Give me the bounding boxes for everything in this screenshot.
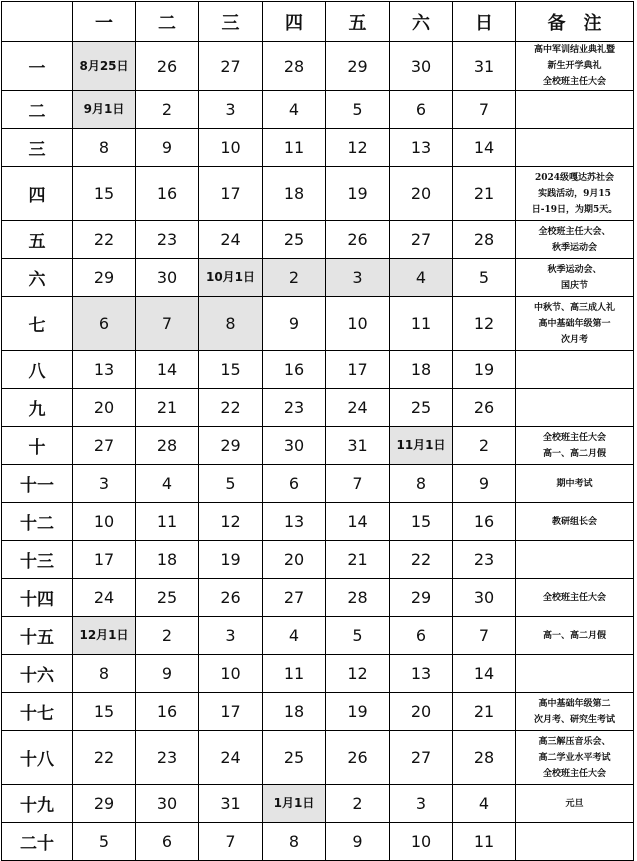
remark-cell	[516, 579, 634, 617]
day-cell: 9	[136, 655, 199, 693]
day-cell: 3	[73, 465, 136, 503]
day-cell: 17	[73, 541, 136, 579]
remark-cell	[516, 389, 634, 427]
week-row	[2, 91, 634, 129]
day-cell: 5	[453, 259, 516, 297]
remark-line: 新生开学典礼	[547, 61, 602, 71]
day-cell: 2	[263, 259, 326, 297]
day-cell: 20	[390, 167, 453, 221]
day-cell: 8	[199, 297, 263, 351]
day-cell: 9	[136, 129, 199, 167]
header-row	[2, 2, 634, 42]
weekday-tuesday: 二	[136, 2, 199, 42]
weekday-wednesday: 三	[199, 2, 263, 42]
week-row	[2, 259, 634, 297]
day-cell: 28	[263, 42, 326, 91]
remark-cell	[516, 693, 634, 731]
week-row	[2, 823, 634, 861]
day-cell: 11	[263, 655, 326, 693]
day-cell: 21	[453, 167, 516, 221]
day-cell: 31	[453, 42, 516, 91]
day-cell: 19	[453, 351, 516, 389]
week-row	[2, 167, 634, 221]
day-cell: 5	[326, 91, 390, 129]
week-row	[2, 693, 634, 731]
week-number: 二十	[2, 823, 73, 861]
day-cell: 6	[73, 297, 136, 351]
corner-cell	[2, 2, 73, 42]
remark-cell	[516, 465, 634, 503]
remark-line: 高中基础年级第二	[538, 698, 611, 709]
day-cell: 29	[326, 42, 390, 91]
day-cell: 27	[73, 427, 136, 465]
day-cell: 4	[263, 91, 326, 129]
day-cell: 26	[199, 579, 263, 617]
day-cell: 29	[73, 259, 136, 297]
remark-cell	[516, 351, 634, 389]
day-cell: 28	[453, 221, 516, 259]
remark-line: 全校班主任大会、	[538, 226, 611, 237]
day-cell: 20	[73, 389, 136, 427]
day-cell: 12月1日	[73, 617, 136, 655]
week-row	[2, 465, 634, 503]
day-cell: 23	[136, 221, 199, 259]
day-cell: 11	[390, 297, 453, 351]
day-cell: 16	[136, 167, 199, 221]
day-cell: 28	[326, 579, 390, 617]
day-cell: 6	[390, 617, 453, 655]
remark-line: 中秋节、高三成人礼	[533, 302, 615, 313]
day-cell: 23	[453, 541, 516, 579]
school-calendar-table	[1, 1, 634, 861]
remark-cell	[516, 503, 634, 541]
day-cell: 19	[199, 541, 263, 579]
day-cell: 27	[390, 221, 453, 259]
day-cell: 2	[136, 91, 199, 129]
day-cell: 10	[199, 655, 263, 693]
day-cell: 5	[73, 823, 136, 861]
day-cell: 30	[136, 259, 199, 297]
day-cell: 2	[136, 617, 199, 655]
day-cell: 11	[453, 823, 516, 861]
remark-cell	[516, 221, 634, 259]
day-cell: 18	[263, 167, 326, 221]
day-cell: 5	[326, 617, 390, 655]
day-cell: 17	[199, 693, 263, 731]
week-row	[2, 579, 634, 617]
day-cell: 4	[453, 785, 516, 823]
day-cell: 31	[199, 785, 263, 823]
day-cell: 29	[73, 785, 136, 823]
day-cell: 13	[390, 655, 453, 693]
day-cell: 17	[326, 351, 390, 389]
day-cell: 25	[136, 579, 199, 617]
day-cell: 27	[390, 731, 453, 785]
week-row	[2, 42, 634, 91]
remark-cell	[516, 129, 634, 167]
day-cell: 5	[199, 465, 263, 503]
weekday-sunday: 日	[453, 2, 516, 42]
week-number: 十四	[2, 579, 73, 617]
day-cell: 26	[453, 389, 516, 427]
day-cell: 23	[263, 389, 326, 427]
remark-line: 全校班主任大会	[542, 77, 606, 87]
remark-cell	[516, 167, 634, 221]
remark-line: 高二学业水平考试	[538, 752, 611, 763]
remark-line: 教研组长会	[551, 516, 597, 527]
day-cell: 8	[73, 655, 136, 693]
weekday-thursday: 四	[263, 2, 326, 42]
week-row	[2, 731, 634, 785]
day-cell: 10	[390, 823, 453, 861]
day-cell: 2	[453, 427, 516, 465]
week-row	[2, 617, 634, 655]
day-cell: 22	[390, 541, 453, 579]
day-cell: 3	[199, 91, 263, 129]
day-cell: 15	[390, 503, 453, 541]
week-number: 十三	[2, 541, 73, 579]
remark-cell	[516, 785, 634, 823]
day-cell: 14	[453, 655, 516, 693]
day-cell: 10月1日	[199, 259, 263, 297]
day-cell: 6	[136, 823, 199, 861]
day-cell: 12	[326, 129, 390, 167]
remark-cell	[516, 541, 634, 579]
week-row	[2, 427, 634, 465]
day-cell: 16	[136, 693, 199, 731]
day-cell: 24	[199, 221, 263, 259]
week-row	[2, 351, 634, 389]
day-cell: 13	[390, 129, 453, 167]
day-cell: 28	[136, 427, 199, 465]
week-number: 十七	[2, 693, 73, 731]
day-cell: 14	[326, 503, 390, 541]
remarks-header: 备 注	[516, 2, 634, 42]
remark-line: 次月考、研究生考试	[533, 714, 615, 725]
day-cell: 8月25日	[73, 42, 136, 91]
day-cell: 6	[263, 465, 326, 503]
remark-cell	[516, 617, 634, 655]
day-cell: 29	[390, 579, 453, 617]
remark-cell	[516, 427, 634, 465]
day-cell: 18	[136, 541, 199, 579]
week-number: 四	[2, 167, 73, 221]
day-cell: 22	[73, 731, 136, 785]
day-cell: 16	[453, 503, 516, 541]
day-cell: 9月1日	[73, 91, 136, 129]
week-number: 七	[2, 297, 73, 351]
day-cell: 4	[390, 259, 453, 297]
week-number: 十一	[2, 465, 73, 503]
day-cell: 16	[263, 351, 326, 389]
day-cell: 10	[199, 129, 263, 167]
day-cell: 15	[199, 351, 263, 389]
day-cell: 21	[453, 693, 516, 731]
day-cell: 14	[136, 351, 199, 389]
day-cell: 4	[136, 465, 199, 503]
week-row	[2, 221, 634, 259]
day-cell: 19	[326, 693, 390, 731]
day-cell: 12	[453, 297, 516, 351]
remark-line: 高中军训结业典礼暨	[533, 45, 615, 55]
week-number: 十九	[2, 785, 73, 823]
day-cell: 26	[136, 42, 199, 91]
week-number: 八	[2, 351, 73, 389]
week-row	[2, 785, 634, 823]
day-cell: 17	[199, 167, 263, 221]
day-cell: 23	[136, 731, 199, 785]
week-number: 十六	[2, 655, 73, 693]
weekday-monday: 一	[73, 2, 136, 42]
day-cell: 20	[263, 541, 326, 579]
week-number: 十八	[2, 731, 73, 785]
week-row	[2, 655, 634, 693]
day-cell: 3	[390, 785, 453, 823]
day-cell: 27	[263, 579, 326, 617]
day-cell: 9	[453, 465, 516, 503]
day-cell: 22	[73, 221, 136, 259]
day-cell: 9	[326, 823, 390, 861]
remark-line: 实践活动，9月15	[538, 188, 611, 199]
remark-line: 期中考试	[556, 478, 593, 489]
day-cell: 31	[326, 427, 390, 465]
week-number: 九	[2, 389, 73, 427]
day-cell: 24	[326, 389, 390, 427]
day-cell: 30	[453, 579, 516, 617]
day-cell: 2	[326, 785, 390, 823]
remark-line: 高一、高二月假	[542, 448, 606, 459]
day-cell: 11月1日	[390, 427, 453, 465]
remark-cell	[516, 259, 634, 297]
day-cell: 8	[73, 129, 136, 167]
day-cell: 6	[390, 91, 453, 129]
day-cell: 4	[263, 617, 326, 655]
day-cell: 21	[326, 541, 390, 579]
remark-line: 国庆节	[560, 280, 588, 291]
week-row	[2, 129, 634, 167]
week-number: 三	[2, 129, 73, 167]
day-cell: 20	[390, 693, 453, 731]
remark-line: 2024级嘎达苏社会	[534, 172, 615, 183]
week-row	[2, 297, 634, 351]
week-number: 一	[2, 42, 73, 91]
day-cell: 24	[199, 731, 263, 785]
day-cell: 3	[199, 617, 263, 655]
day-cell: 7	[453, 91, 516, 129]
day-cell: 10	[73, 503, 136, 541]
day-cell: 1月1日	[263, 785, 326, 823]
remark-line: 元旦	[565, 798, 584, 809]
week-row	[2, 541, 634, 579]
day-cell: 18	[263, 693, 326, 731]
week-number: 五	[2, 221, 73, 259]
remark-cell	[516, 655, 634, 693]
day-cell: 10	[326, 297, 390, 351]
day-cell: 15	[73, 167, 136, 221]
day-cell: 22	[199, 389, 263, 427]
day-cell: 18	[390, 351, 453, 389]
remark-line: 全校班主任大会	[542, 592, 606, 603]
day-cell: 15	[73, 693, 136, 731]
remark-line: 全校班主任大会	[542, 432, 606, 443]
day-cell: 7	[199, 823, 263, 861]
remark-cell	[516, 297, 634, 351]
day-cell: 12	[326, 655, 390, 693]
day-cell: 3	[326, 259, 390, 297]
week-number: 十	[2, 427, 73, 465]
day-cell: 25	[263, 731, 326, 785]
day-cell: 11	[263, 129, 326, 167]
day-cell: 9	[263, 297, 326, 351]
day-cell: 25	[390, 389, 453, 427]
week-row	[2, 389, 634, 427]
remark-cell	[516, 42, 634, 91]
day-cell: 30	[136, 785, 199, 823]
day-cell: 8	[390, 465, 453, 503]
week-row	[2, 503, 634, 541]
week-number: 十五	[2, 617, 73, 655]
remark-line: 日-19日，为期5天。	[531, 204, 618, 215]
week-number: 六	[2, 259, 73, 297]
remark-line: 秋季运动会	[551, 242, 597, 253]
day-cell: 13	[263, 503, 326, 541]
day-cell: 14	[453, 129, 516, 167]
remark-line: 高一、高二月假	[542, 630, 606, 641]
remark-line: 高中基础年级第一	[538, 318, 611, 329]
day-cell: 7	[136, 297, 199, 351]
day-cell: 21	[136, 389, 199, 427]
day-cell: 26	[326, 731, 390, 785]
day-cell: 30	[263, 427, 326, 465]
weekday-saturday: 六	[390, 2, 453, 42]
day-cell: 19	[326, 167, 390, 221]
weekday-friday: 五	[326, 2, 390, 42]
remark-cell	[516, 731, 634, 785]
day-cell: 26	[326, 221, 390, 259]
day-cell: 13	[73, 351, 136, 389]
remark-line: 全校班主任大会	[542, 768, 606, 779]
day-cell: 24	[73, 579, 136, 617]
day-cell: 25	[263, 221, 326, 259]
day-cell: 27	[199, 42, 263, 91]
day-cell: 11	[136, 503, 199, 541]
day-cell: 29	[199, 427, 263, 465]
day-cell: 7	[453, 617, 516, 655]
day-cell: 28	[453, 731, 516, 785]
remark-line: 秋季运动会、	[547, 264, 602, 275]
week-number: 十二	[2, 503, 73, 541]
remark-line: 次月考	[560, 334, 588, 345]
remark-line: 高三解压音乐会、	[538, 736, 611, 747]
day-cell: 8	[263, 823, 326, 861]
day-cell: 30	[390, 42, 453, 91]
day-cell: 7	[326, 465, 390, 503]
remark-cell	[516, 823, 634, 861]
day-cell: 12	[199, 503, 263, 541]
week-number: 二	[2, 91, 73, 129]
remark-cell	[516, 91, 634, 129]
